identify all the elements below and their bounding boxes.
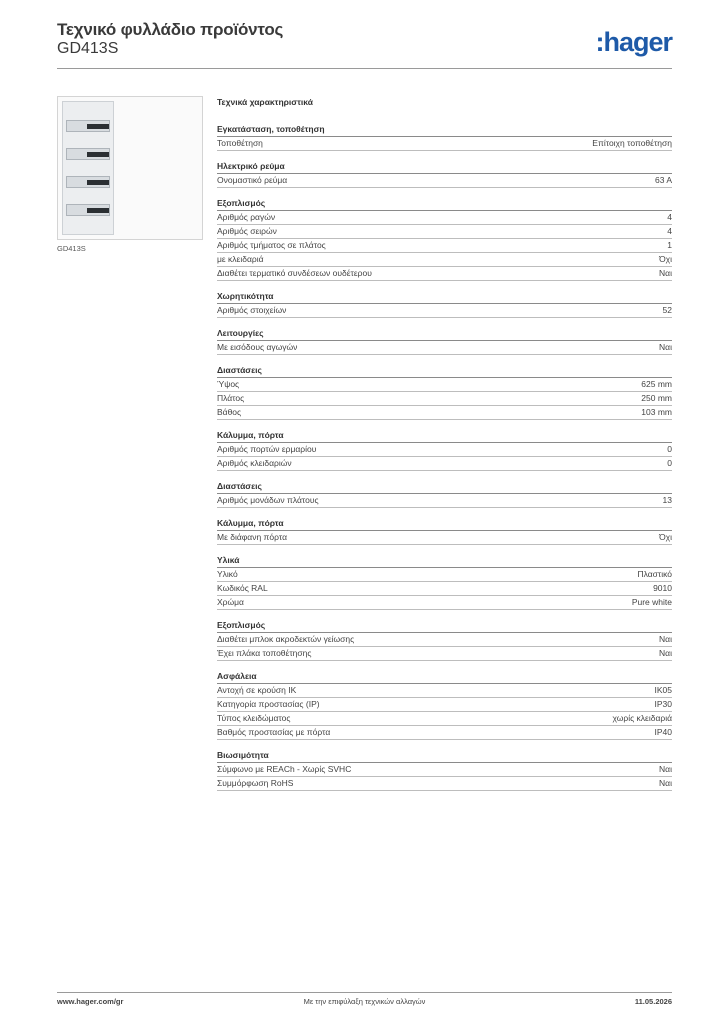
spec-row: [217, 494, 672, 508]
spec-value: 1: [667, 240, 672, 250]
spec-section: [217, 159, 672, 188]
technical-specs: [217, 94, 672, 791]
distribution-board-illustration: [62, 101, 114, 235]
spec-label: Σύμφωνο με REACh - Χωρίς SVHC: [217, 764, 352, 774]
spec-row: [217, 378, 672, 392]
spec-section: [217, 122, 672, 151]
spec-row: [217, 304, 672, 318]
spec-section: [217, 553, 672, 610]
spec-label: Με εισόδους αγωγών: [217, 342, 298, 352]
spec-row: [217, 684, 672, 698]
section-title: Λειτουργίες: [217, 326, 672, 341]
spec-section: [217, 289, 672, 318]
spec-label: Αριθμός ραγών: [217, 212, 276, 222]
spec-value: 0: [667, 444, 672, 454]
spec-row: [217, 211, 672, 225]
spec-row: [217, 253, 672, 267]
section-title: Χωρητικότητα: [217, 289, 672, 304]
spec-row: [217, 267, 672, 281]
spec-value: Pure white: [631, 597, 672, 607]
spec-section: [217, 428, 672, 471]
spec-row: [217, 406, 672, 420]
spec-label: Διαθέτει τερματικό συνδέσεων ουδέτερου: [217, 268, 372, 278]
spec-row: [217, 531, 672, 545]
spec-value: 4: [667, 226, 672, 236]
spec-row: [217, 712, 672, 726]
page-footer: [57, 997, 672, 1009]
spec-value: 250 mm: [641, 393, 672, 403]
spec-label: Με διάφανη πόρτα: [217, 532, 287, 542]
spec-value: Όχι: [659, 254, 672, 264]
spec-section: [217, 516, 672, 545]
product-image: [57, 96, 203, 240]
spec-value: 4: [667, 212, 672, 222]
spec-label: Ύψος: [217, 379, 240, 389]
spec-label: Αριθμός σειρών: [217, 226, 277, 236]
specs-heading: Τεχνικά χαρακτηριστικά: [217, 97, 313, 107]
spec-row: [217, 239, 672, 253]
spec-label: Βαθμός προστασίας με πόρτα: [217, 727, 331, 737]
din-rail: [66, 204, 110, 216]
spec-label: Βάθος: [217, 407, 242, 417]
spec-label: Αριθμός πορτών ερμαρίου: [217, 444, 317, 454]
spec-value: Ναι: [659, 648, 672, 658]
document-header: [57, 20, 283, 58]
footer-divider: [57, 992, 672, 993]
product-code: GD413S: [57, 40, 119, 57]
spec-value: 13: [662, 495, 672, 505]
spec-row: [217, 582, 672, 596]
spec-label: Ονομαστικό ρεύμα: [217, 175, 288, 185]
section-title: Διαστάσεις: [217, 363, 672, 378]
spec-label: Αντοχή σε κρούση IK: [217, 685, 297, 695]
spec-row: [217, 443, 672, 457]
spec-row: [217, 392, 672, 406]
spec-value: Ναι: [659, 342, 672, 352]
spec-label: Αριθμός τμήματος σε πλάτος: [217, 240, 326, 250]
spec-value: Όχι: [659, 532, 672, 542]
spec-section: [217, 326, 672, 355]
section-title: Εξοπλισμός: [217, 196, 672, 211]
website-link[interactable]: www.hager.com/gr: [57, 997, 124, 1006]
spec-value: IK05: [654, 685, 672, 695]
spec-value: Ναι: [659, 778, 672, 788]
spec-row: [217, 596, 672, 610]
spec-value: 0: [667, 458, 672, 468]
din-rail: [66, 148, 110, 160]
spec-value: Ναι: [659, 634, 672, 644]
spec-section: [217, 669, 672, 740]
spec-row: [217, 568, 672, 582]
spec-value: 625 mm: [641, 379, 672, 389]
spec-row: [217, 777, 672, 791]
section-title: Βιωσιμότητα: [217, 748, 672, 763]
spec-row: [217, 726, 672, 740]
section-title: Υλικά: [217, 553, 672, 568]
spec-label: με κλειδαριά: [217, 254, 264, 264]
spec-section: [217, 479, 672, 508]
spec-label: Υλικό: [217, 569, 238, 579]
section-title: Εγκατάσταση, τοποθέτηση: [217, 122, 672, 137]
footer-notice: Με την επιφύλαξη τεχνικών αλλαγών: [303, 997, 426, 1006]
spec-value: Επίτοιχη τοποθέτηση: [592, 138, 672, 148]
hager-logo: :hager: [595, 27, 672, 57]
spec-value: 103 mm: [641, 407, 672, 417]
spec-row: [217, 137, 672, 151]
section-title: Ασφάλεια: [217, 669, 672, 684]
spec-section: [217, 618, 672, 661]
section-title: Διαστάσεις: [217, 479, 672, 494]
product-image-caption: GD413S: [57, 244, 86, 253]
spec-row: [217, 698, 672, 712]
section-title: Ηλεκτρικό ρεύμα: [217, 159, 672, 174]
section-title: Κάλυμμα, πόρτα: [217, 428, 672, 443]
spec-section: [217, 363, 672, 420]
spec-value: Ναι: [659, 268, 672, 278]
document-title: Τεχνικό φυλλάδιο προϊόντος: [57, 20, 284, 39]
spec-row: [217, 633, 672, 647]
din-rail: [66, 120, 110, 132]
spec-label: Αριθμός στοιχείων: [217, 305, 287, 315]
spec-value: Πλαστικό: [637, 569, 672, 579]
spec-label: Διαθέτει μπλοκ ακροδεκτών γείωσης: [217, 634, 355, 644]
section-title: Κάλυμμα, πόρτα: [217, 516, 672, 531]
footer-date: 11.05.2026: [634, 997, 672, 1006]
spec-label: Συμμόρφωση RoHS: [217, 778, 294, 788]
spec-row: [217, 341, 672, 355]
spec-label: Τύπος κλειδώματος: [217, 713, 291, 723]
spec-row: [217, 225, 672, 239]
spec-value: χωρίς κλειδαριά: [612, 713, 672, 723]
spec-label: Τοποθέτηση: [217, 138, 263, 148]
spec-section: [217, 196, 672, 281]
spec-value: Ναι: [659, 764, 672, 774]
section-title: Εξοπλισμός: [217, 618, 672, 633]
header-divider: [57, 68, 672, 69]
spec-row: [217, 763, 672, 777]
din-rail: [66, 176, 110, 188]
spec-label: Πλάτος: [217, 393, 245, 403]
spec-value: 52: [662, 305, 672, 315]
spec-value: IP30: [654, 699, 672, 709]
spec-label: Αριθμός μονάδων πλάτους: [217, 495, 319, 505]
spec-value: IP40: [654, 727, 672, 737]
spec-label: Κατηγορία προστασίας (IP): [217, 699, 320, 709]
spec-row: [217, 647, 672, 661]
spec-label: Χρώμα: [217, 597, 244, 607]
spec-value: 9010: [653, 583, 672, 593]
spec-label: Αριθμός κλειδαριών: [217, 458, 292, 468]
spec-value: 63 A: [654, 175, 672, 185]
spec-label: Έχει πλάκα τοποθέτησης: [217, 648, 312, 658]
spec-section: [217, 748, 672, 791]
spec-row: [217, 174, 672, 188]
spec-row: [217, 457, 672, 471]
spec-label: Κωδικός RAL: [217, 583, 268, 593]
